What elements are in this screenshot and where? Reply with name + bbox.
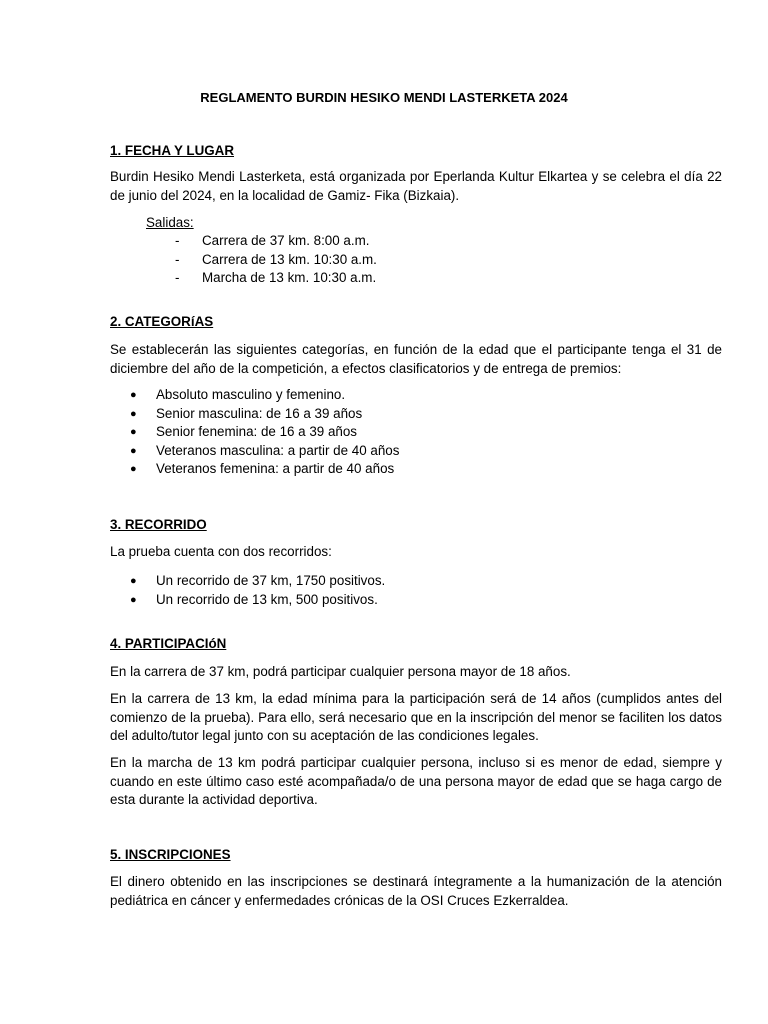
bullet-icon: ● bbox=[130, 389, 137, 401]
section-3-heading: 3. RECORRIDO bbox=[110, 517, 207, 532]
salidas-item-text: Carrera de 37 km. 8:00 a.m. bbox=[202, 233, 370, 248]
section-2-heading: 2. CATEGORíAS bbox=[110, 314, 214, 329]
section-4-heading: 4. PARTICIPACIóN bbox=[110, 636, 227, 651]
bullet-icon: ● bbox=[130, 575, 137, 587]
route-item bbox=[130, 572, 385, 591]
section-4-paragraph-1: En la carrera de 37 km, podrá participar cualquier persona mayor de 18 años. bbox=[110, 664, 571, 679]
section-5-heading: 5. INSCRIPCIONES bbox=[110, 847, 231, 862]
salidas-item-text: Marcha de 13 km. 10:30 a.m. bbox=[202, 270, 377, 285]
salidas-label: Salidas: bbox=[146, 215, 194, 230]
section-2-text: Se establecerán las siguientes categorías, en función de la edad que el participante tenga el 31 de diciembre del año de la competición, a efectos clasificatorios y de entrega de premios: bbox=[110, 342, 722, 376]
document-title: REGLAMENTO BURDIN HESIKO MENDI LASTERKETA 2024 bbox=[200, 90, 568, 105]
bullet-icon: ● bbox=[130, 407, 137, 420]
category-item bbox=[130, 442, 399, 461]
section-1-heading: 1. FECHA Y LUGAR bbox=[110, 143, 235, 158]
routes-list bbox=[130, 572, 385, 609]
salidas-item bbox=[175, 232, 377, 251]
bullet-icon: ● bbox=[130, 444, 137, 457]
bullet-icon: ● bbox=[130, 463, 137, 475]
dash-marker: - bbox=[175, 233, 180, 248]
salidas-list bbox=[175, 232, 377, 288]
section-4-paragraph-3: En la marcha de 13 km podrá participar cualquier persona, incluso si es menor de edad, siempre y cuando en este último caso esté acompañada/o de una persona mayor de edad que se haga cargo de esta durante la actividad deportiva. bbox=[110, 755, 722, 807]
section-4-paragraph-2: En la carrera de 13 km, la edad mínima para la participación será de 14 años (cumplidos antes del comienzo de la prueba). Para ello, será necesario que en la inscripción del menor se faciliten los datos del adulto/tutor legal junto con su aceptación de las condiciones legales. bbox=[110, 691, 722, 743]
bullet-icon: ● bbox=[130, 593, 137, 606]
salidas-item-text: Carrera de 13 km. 10:30 a.m. bbox=[202, 251, 377, 267]
salidas-item bbox=[175, 251, 377, 270]
dash-marker: - bbox=[175, 270, 180, 285]
route-item-text: Un recorrido de 37 km, 1750 positivos. bbox=[156, 573, 386, 588]
category-item-text: Senior masculina: de 16 a 39 años bbox=[156, 405, 363, 421]
category-item bbox=[130, 423, 399, 442]
dash-marker: - bbox=[175, 251, 180, 267]
category-item bbox=[130, 460, 399, 479]
route-item bbox=[130, 591, 385, 610]
section-5-text: El dinero obtenido en las inscripciones se destinará íntegramente a la humanización de la atención pediátrica en cáncer y enfermedades crónicas de la OSI Cruces Ezkerraldea. bbox=[110, 874, 722, 908]
section-1-text: Burdin Hesiko Mendi Lasterketa, está organizada por Eperlanda Kultur Elkartea y se celebra el día 22 de junio del 2024, en la localidad de Gamiz- Fika (Bizkaia). bbox=[110, 169, 722, 203]
category-item-text: Senior fenemina: de 16 a 39 años bbox=[156, 424, 358, 439]
category-item-text: Veteranos femenina: a partir de 40 años bbox=[156, 461, 395, 476]
bullet-icon: ● bbox=[130, 426, 137, 438]
category-item-text: Veteranos masculina: a partir de 40 años bbox=[156, 442, 400, 458]
category-item-text: Absoluto masculino y femenino. bbox=[156, 387, 346, 402]
section-3-text: La prueba cuenta con dos recorridos: bbox=[110, 544, 332, 559]
route-item-text: Un recorrido de 13 km, 500 positivos. bbox=[156, 591, 378, 607]
categories-list bbox=[130, 386, 399, 479]
category-item bbox=[130, 405, 399, 424]
salidas-item bbox=[175, 269, 377, 288]
category-item bbox=[130, 386, 399, 405]
